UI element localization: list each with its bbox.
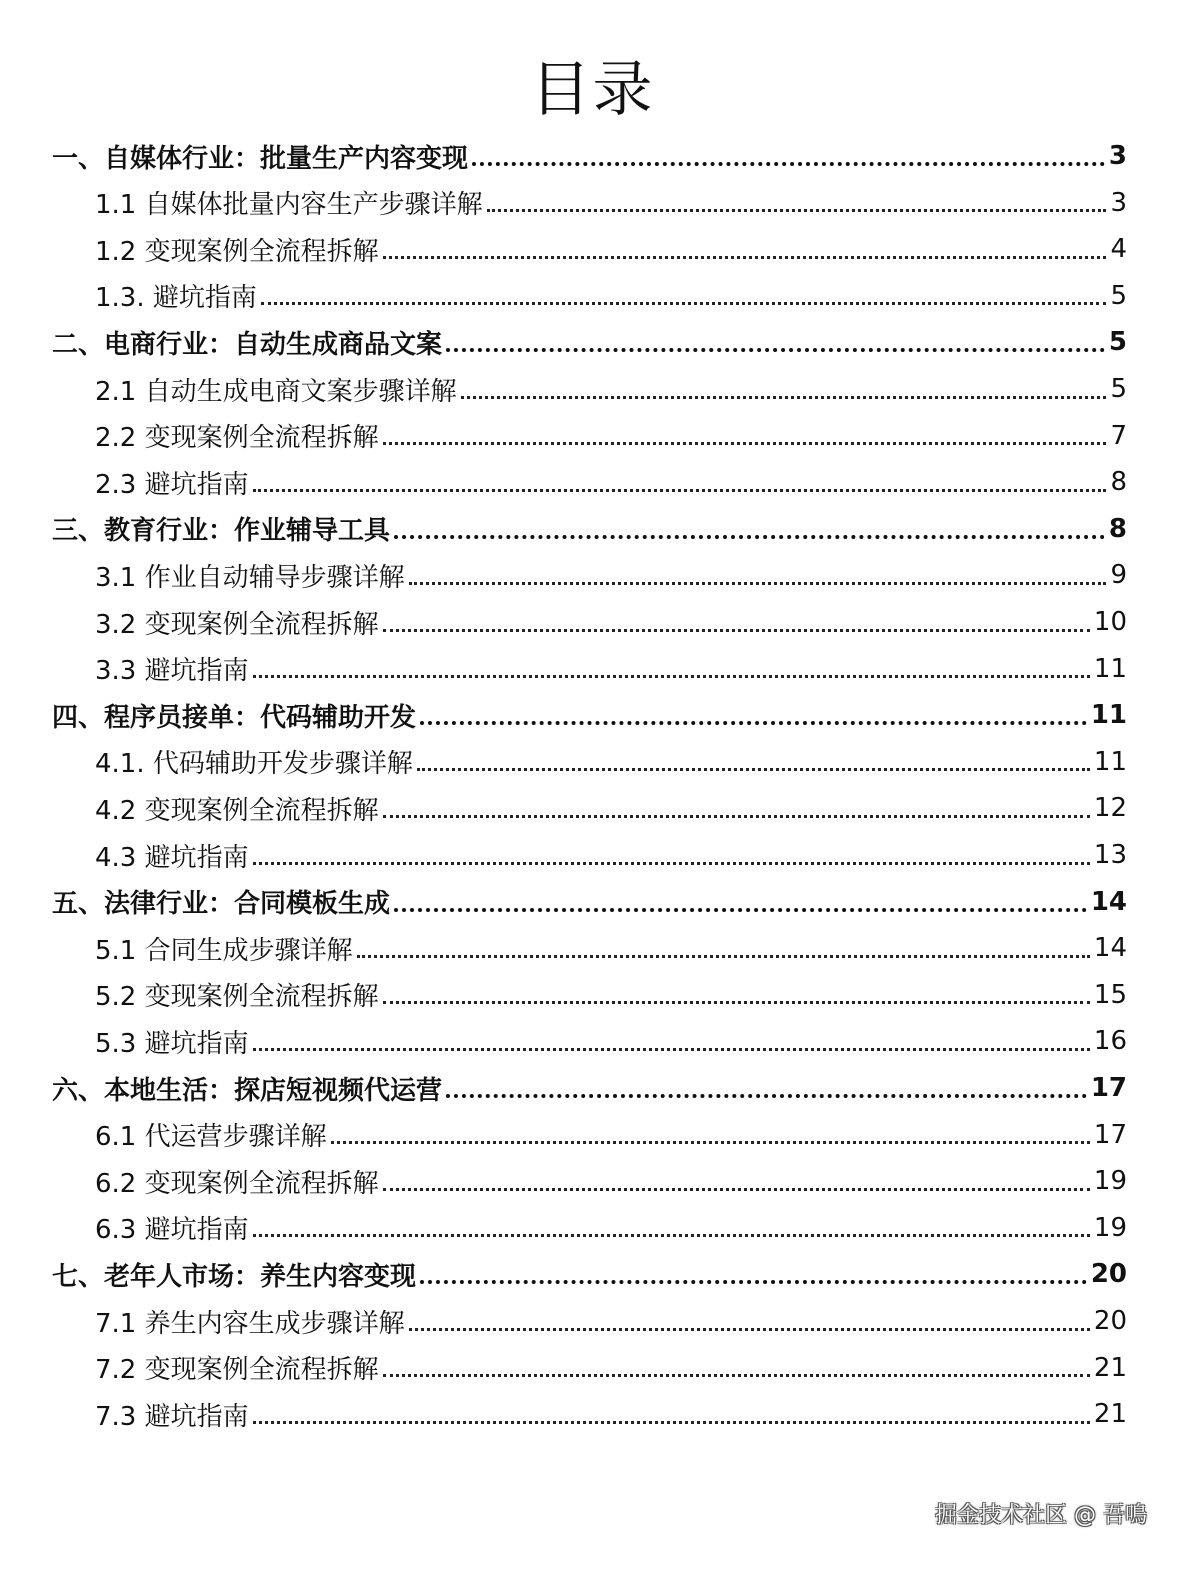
toc-entry-title: 2.2 变现案例全流程拆解 <box>95 423 379 454</box>
toc-entry-title: 1.1 自媒体批量内容生产步骤详解 <box>95 190 483 221</box>
toc-section-entry[interactable] <box>95 366 1127 412</box>
toc-dot-leader <box>420 1280 1087 1284</box>
toc-entry-title: 7.1 养生内容生成步骤详解 <box>95 1308 405 1339</box>
toc-chapter-entry[interactable] <box>52 1251 1127 1297</box>
toc-page-number: 14 <box>1090 886 1127 917</box>
toc-page-number: 15 <box>1093 979 1127 1010</box>
toc-page-number: 11 <box>1093 746 1127 777</box>
toc-section-entry[interactable] <box>95 925 1127 971</box>
toc-page-number: 13 <box>1093 840 1127 870</box>
toc-entry-title: 三、教育行业：作业辅导工具 <box>52 516 391 547</box>
toc-section-entry[interactable] <box>95 273 1127 319</box>
toc-entry-title: 五、法律行业：合同模板生成 <box>52 889 391 920</box>
toc-entry-title: 四、程序员接单：代码辅助开发 <box>52 702 417 733</box>
toc-dot-leader <box>357 955 1090 958</box>
toc-dot-leader <box>383 442 1107 445</box>
toc-page-number: 3 <box>1110 187 1127 218</box>
toc-entry-title: 二、电商行业：自动生成商品文案 <box>52 329 443 360</box>
toc-section-entry[interactable] <box>95 459 1127 505</box>
toc-page-number: 11 <box>1090 700 1127 731</box>
toc-section-entry[interactable] <box>95 180 1127 226</box>
toc-dot-leader <box>383 1188 1090 1191</box>
toc-entry-title: 7.2 变现案例全流程拆解 <box>95 1355 379 1386</box>
toc-chapter-entry[interactable] <box>52 879 1127 925</box>
toc-entry-title: 5.1 合同生成步骤详解 <box>95 935 353 966</box>
toc-entry-title: 2.3 避坑指南 <box>95 469 249 500</box>
toc-dot-leader <box>487 209 1107 212</box>
toc-entry-title: 3.3 避坑指南 <box>95 656 249 687</box>
toc-dot-leader <box>383 815 1090 818</box>
toc-chapter-entry[interactable] <box>52 692 1127 738</box>
toc-section-entry[interactable] <box>95 1298 1127 1344</box>
toc-page-number: 7 <box>1110 420 1127 451</box>
toc-page-number: 9 <box>1110 560 1127 591</box>
toc-page-number: 16 <box>1093 1026 1127 1057</box>
toc-section-entry[interactable] <box>95 832 1127 878</box>
toc-entry-title: 4.3 避坑指南 <box>95 842 249 873</box>
toc-dot-leader <box>394 535 1105 539</box>
toc-dot-leader <box>383 1374 1090 1377</box>
toc-dot-leader <box>394 908 1087 912</box>
toc-dot-leader <box>461 396 1107 399</box>
toc-entry-title: 6.3 避坑指南 <box>95 1215 249 1246</box>
toc-page-number: 5 <box>1108 327 1127 358</box>
toc-dot-leader <box>446 1094 1087 1098</box>
toc-page-number: 20 <box>1093 1306 1127 1336</box>
toc-entry-title: 6.2 变现案例全流程拆解 <box>95 1168 379 1199</box>
toc-section-entry[interactable] <box>95 646 1127 692</box>
toc-chapter-entry[interactable] <box>52 506 1127 552</box>
toc-page-number: 19 <box>1093 1166 1127 1197</box>
toc-section-entry[interactable] <box>95 1112 1127 1158</box>
toc-dot-leader <box>253 862 1090 865</box>
toc-dot-leader <box>253 675 1090 678</box>
toc-dot-leader <box>253 1421 1090 1424</box>
toc-page-number: 14 <box>1093 933 1127 964</box>
toc-dot-leader <box>420 721 1087 725</box>
watermark: 掘金技术社区 @ 吾鳴 <box>935 1503 1147 1528</box>
toc-entry-title: 3.2 变现案例全流程拆解 <box>95 609 379 640</box>
toc-page-number: 5 <box>1110 280 1127 311</box>
toc-entry-title: 七、老年人市场：养生内容变现 <box>52 1261 417 1292</box>
toc-chapter-entry[interactable] <box>52 133 1127 179</box>
toc-entry-title: 六、本地生活：探店短视频代运营 <box>52 1075 443 1106</box>
toc-page-number: 8 <box>1108 513 1127 544</box>
toc-entry-title: 1.3. 避坑指南 <box>95 283 257 314</box>
toc-dot-leader <box>417 768 1090 771</box>
toc-section-entry[interactable] <box>95 226 1127 272</box>
toc-dot-leader <box>331 1141 1090 1144</box>
toc-page-number: 12 <box>1093 793 1127 824</box>
toc-dot-leader <box>383 256 1107 259</box>
toc-dot-leader <box>446 348 1105 352</box>
toc-page-number: 11 <box>1093 653 1127 684</box>
toc-section-entry[interactable] <box>95 1018 1127 1064</box>
toc-section-entry[interactable] <box>95 972 1127 1018</box>
toc-entry-title: 1.2 变现案例全流程拆解 <box>95 236 379 267</box>
toc-entry-title: 6.1 代运营步骤详解 <box>95 1122 327 1153</box>
toc-chapter-entry[interactable] <box>52 319 1127 365</box>
page-title: 目录 <box>530 55 655 125</box>
toc-entry-title: 4.2 变现案例全流程拆解 <box>95 795 379 826</box>
toc-section-entry[interactable] <box>95 599 1127 645</box>
toc-dot-leader <box>409 1328 1090 1331</box>
toc-dot-leader <box>383 629 1090 632</box>
toc-entry-title: 2.1 自动生成电商文案步骤详解 <box>95 376 457 407</box>
toc-section-entry[interactable] <box>95 1391 1127 1437</box>
toc-section-entry[interactable] <box>95 1345 1127 1391</box>
toc-dot-leader <box>261 302 1107 305</box>
toc-entry-title: 7.3 避坑指南 <box>95 1401 249 1432</box>
toc-section-entry[interactable] <box>95 413 1127 459</box>
toc-page-number: 10 <box>1093 607 1127 637</box>
toc-page-number: 3 <box>1108 141 1127 171</box>
toc-section-entry[interactable] <box>95 739 1127 785</box>
toc-page-number: 17 <box>1090 1073 1127 1103</box>
toc-dot-leader <box>253 489 1107 492</box>
toc-section-entry[interactable] <box>95 1158 1127 1204</box>
toc-page-number: 21 <box>1093 1352 1127 1383</box>
toc-section-entry[interactable] <box>95 785 1127 831</box>
toc-page-number: 17 <box>1093 1119 1127 1150</box>
toc-chapter-entry[interactable] <box>52 1065 1127 1111</box>
toc-entry-title: 5.2 变现案例全流程拆解 <box>95 982 379 1013</box>
toc-dot-leader <box>409 582 1107 585</box>
toc-entry-title: 4.1. 代码辅助开发步骤详解 <box>95 749 413 780</box>
toc-entry-title: 5.3 避坑指南 <box>95 1028 249 1059</box>
toc-page-number: 19 <box>1093 1212 1127 1243</box>
toc-entry-title: 一、自媒体行业：批量生产内容变现 <box>52 143 469 174</box>
toc-dot-leader <box>253 1234 1090 1237</box>
toc-page-number: 20 <box>1090 1259 1127 1290</box>
toc-page-number: 5 <box>1110 374 1127 404</box>
toc-dot-leader <box>253 1048 1090 1051</box>
toc-page-number: 21 <box>1093 1399 1127 1430</box>
toc-entry-title: 3.1 作业自动辅导步骤详解 <box>95 562 405 593</box>
toc-section-entry[interactable] <box>95 552 1127 598</box>
toc-dot-leader <box>383 1001 1090 1004</box>
toc-section-entry[interactable] <box>95 1205 1127 1251</box>
toc-dot-leader <box>472 162 1105 166</box>
toc-page-number: 4 <box>1110 234 1127 265</box>
toc-page-number: 8 <box>1110 467 1127 498</box>
